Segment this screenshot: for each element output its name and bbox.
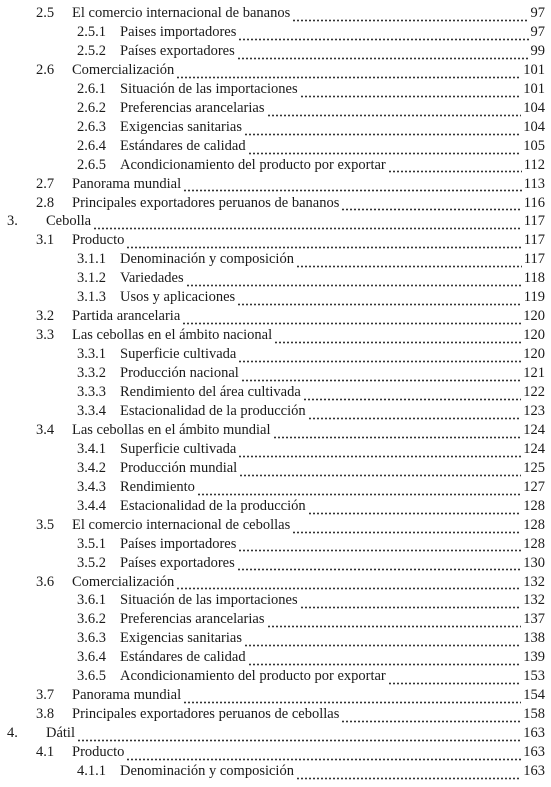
toc-entry-title: Dátil — [46, 725, 75, 742]
toc-entry-number: 3.5.1 — [77, 535, 106, 552]
toc-entry-page-number: 158 — [523, 706, 545, 723]
toc-entry-page-number: 97 — [530, 5, 545, 21]
toc-entry-title: Exigencias sanitarias — [120, 118, 242, 135]
toc-entry-number: 3.3.3 — [77, 384, 106, 400]
toc-entry-number: 3.6 — [36, 573, 55, 590]
toc-entry[interactable] — [0, 421, 551, 440]
toc-entry[interactable] — [0, 743, 551, 762]
toc-entry-title: Principales exportadores peruanos de bananos — [72, 194, 340, 211]
toc-entry[interactable] — [0, 648, 551, 667]
dot-leader — [197, 485, 521, 497]
dot-leader — [296, 257, 522, 269]
toc-entry-page-number: 130 — [523, 554, 545, 571]
toc-entry-number: 2.6.4 — [77, 137, 106, 154]
toc-entry-title: Producto — [72, 232, 125, 249]
toc-entry-title: Cebolla — [46, 213, 92, 230]
toc-entry-page-number: 119 — [523, 289, 545, 306]
toc-entry-title: Las cebollas en el ámbito mundial — [72, 421, 271, 438]
toc-entry-page-number: 105 — [523, 137, 545, 154]
toc-entry-title: Países exportadores — [120, 42, 235, 59]
toc-entry-page-number: 122 — [523, 384, 545, 400]
toc-entry[interactable] — [0, 383, 551, 402]
toc-entry[interactable] — [0, 440, 551, 459]
toc-entry-title: Situación de las importaciones — [120, 80, 298, 97]
toc-entry-title: Rendimiento del área cultivada — [120, 384, 301, 400]
toc-entry-title: Las cebollas en el ámbito nacional — [72, 327, 273, 344]
dot-leader — [77, 731, 521, 743]
toc-entry[interactable] — [0, 269, 551, 288]
toc-entry-number: 3.1.1 — [77, 251, 106, 268]
toc-entry-number: 3.6.5 — [77, 668, 106, 685]
toc-entry-page-number: 125 — [523, 459, 545, 476]
dot-leader — [238, 352, 521, 364]
toc-entry[interactable] — [0, 307, 551, 326]
toc-entry[interactable] — [0, 610, 551, 629]
toc-entry-title: Acondicionamiento del producto por exportar — [120, 668, 386, 685]
toc-entry-page-number: 117 — [523, 251, 545, 268]
dot-leader — [308, 504, 522, 516]
dot-leader — [273, 428, 522, 440]
toc-entry-number: 3.6.4 — [77, 649, 106, 666]
toc-entry-number: 2.6 — [36, 61, 55, 78]
dot-leader — [238, 447, 521, 459]
dot-leader — [274, 333, 521, 345]
toc-entry-number: 3.3 — [36, 327, 55, 344]
toc-entry-number: 3.1 — [36, 232, 55, 249]
toc-entry-title: Situación de las importaciones — [120, 592, 298, 609]
toc-entry-number: 3.6.1 — [77, 592, 106, 609]
toc-entry-number: 2.5 — [36, 5, 55, 21]
dot-leader — [93, 219, 522, 231]
toc-entry[interactable] — [0, 516, 551, 535]
toc-entry-number: 2.6.3 — [77, 118, 106, 135]
toc-entry[interactable] — [0, 554, 551, 573]
toc-entry-title: Partida arancelaria — [72, 308, 181, 325]
dot-leader — [267, 617, 522, 629]
toc-entry-number: 4.1 — [36, 744, 55, 761]
dot-leader — [267, 106, 522, 118]
toc-entry-title: Estándares de calidad — [120, 649, 246, 666]
toc-entry-title: Producción mundial — [120, 459, 238, 476]
toc-entry-title: Paises importadores — [120, 23, 237, 40]
toc-entry-number: 3.5 — [36, 516, 55, 533]
toc-entry-page-number: 117 — [523, 213, 545, 230]
toc-entry-page-number: 139 — [523, 649, 545, 666]
toc-entry-number: 2.5.1 — [77, 23, 106, 40]
toc-entry[interactable] — [0, 497, 551, 516]
dot-leader — [238, 30, 528, 42]
toc-entry-number: 3.4.4 — [77, 497, 106, 514]
toc-entry-page-number: 128 — [523, 497, 545, 514]
toc-entry-page-number: 163 — [523, 744, 545, 761]
toc-entry-title: Panorama mundial — [72, 687, 182, 704]
toc-entry-title: Rendimiento — [120, 478, 195, 495]
toc-entry-page-number: 104 — [523, 118, 545, 135]
toc-entry-page-number: 137 — [523, 611, 545, 628]
toc-entry-number: 3.2 — [36, 308, 55, 325]
toc-entry-page-number: 118 — [523, 270, 545, 287]
dot-leader — [341, 200, 521, 212]
toc-entry-title: Denominación y composición — [120, 763, 294, 779]
toc-entry[interactable] — [0, 61, 551, 80]
toc-entry-page-number: 128 — [523, 535, 545, 552]
toc-entry-title: Comercialización — [72, 573, 175, 590]
toc-entry-title: Principales exportadores peruanos de cebollas — [72, 706, 340, 723]
toc-entry[interactable] — [0, 478, 551, 497]
toc-entry-number: 3. — [7, 213, 18, 230]
toc-entry-number: 3.8 — [36, 706, 55, 723]
toc-entry[interactable] — [0, 686, 551, 705]
toc-entry-page-number: 123 — [523, 402, 545, 419]
toc-entry-number: 3.4 — [36, 421, 55, 438]
toc-entry-number: 2.6.5 — [77, 156, 106, 173]
dot-leader — [176, 579, 521, 591]
dot-leader — [248, 655, 522, 667]
toc-entry-title: Países exportadores — [120, 554, 235, 571]
toc-entry-title: Preferencias arancelarias — [120, 611, 265, 628]
dot-leader — [183, 181, 522, 193]
toc-entry-number: 2.8 — [36, 194, 55, 211]
toc-entry-page-number: 124 — [523, 440, 545, 457]
toc-entry-number: 3.6.2 — [77, 611, 106, 628]
toc-entry[interactable] — [0, 667, 551, 686]
toc-entry[interactable] — [0, 80, 551, 99]
dot-leader — [238, 541, 521, 553]
toc-entry-number: 3.6.3 — [77, 630, 106, 647]
toc-entry-page-number: 128 — [523, 516, 545, 533]
dot-leader — [303, 390, 521, 402]
toc-entry-title: Panorama mundial — [72, 175, 182, 192]
toc-entry-title: Países importadores — [120, 535, 237, 552]
toc-entry-number: 3.3.1 — [77, 346, 106, 363]
toc-entry[interactable] — [0, 194, 551, 213]
toc-entry-title: Producción nacional — [120, 365, 239, 382]
toc-entry-page-number: 138 — [523, 630, 545, 647]
toc-entry[interactable] — [0, 175, 551, 194]
toc-entry[interactable] — [0, 591, 551, 610]
toc-entry-page-number: 120 — [523, 327, 545, 344]
dot-leader — [341, 712, 521, 724]
toc-entry-page-number: 101 — [523, 80, 545, 97]
dot-leader — [388, 674, 521, 686]
toc-entry-page-number: 113 — [523, 175, 545, 192]
toc-entry[interactable] — [0, 231, 551, 250]
toc-entry-number: 3.4.1 — [77, 440, 106, 457]
toc-entry[interactable] — [0, 345, 551, 364]
toc-entry[interactable] — [0, 326, 551, 345]
toc-entry-page-number: 120 — [523, 346, 545, 363]
toc-entry[interactable] — [0, 212, 551, 231]
toc-entry[interactable] — [0, 705, 551, 724]
dot-leader — [237, 560, 521, 572]
dot-leader — [296, 769, 521, 781]
toc-entry-page-number: 97 — [530, 23, 545, 40]
toc-entry-page-number: 120 — [523, 308, 545, 325]
toc-entry-number: 3.3.4 — [77, 402, 106, 419]
toc-entry-title: El comercio internacional de bananos — [72, 5, 291, 21]
dot-leader — [237, 49, 529, 61]
toc-entry[interactable] — [0, 364, 551, 383]
toc-entry-page-number: 127 — [523, 478, 545, 495]
toc-entry-page-number: 101 — [523, 61, 545, 78]
toc-entry-number: 3.1.2 — [77, 270, 106, 287]
dot-leader — [176, 68, 521, 80]
toc-entry-title: Exigencias sanitarias — [120, 630, 242, 647]
dot-leader — [308, 409, 522, 421]
toc-entry-number: 3.7 — [36, 687, 55, 704]
toc-entry-title: Superficie cultivada — [120, 346, 237, 363]
toc-entry[interactable] — [0, 459, 551, 478]
toc-entry-number: 4.1.1 — [77, 763, 106, 779]
toc-entry-page-number: 116 — [523, 194, 545, 211]
toc-entry[interactable] — [0, 99, 551, 118]
toc-entry[interactable] — [0, 23, 551, 42]
toc-entry-page-number: 163 — [523, 725, 545, 742]
toc-entry-title: Acondicionamiento del producto por exportar — [120, 156, 386, 173]
dot-leader — [126, 750, 521, 762]
toc-entry-title: Denominación y composición — [120, 251, 294, 268]
dot-leader — [388, 162, 522, 174]
toc-entry[interactable] — [0, 535, 551, 554]
toc-entry-page-number: 154 — [523, 687, 545, 704]
toc-entry[interactable] — [0, 402, 551, 421]
dot-leader — [244, 125, 521, 137]
dot-leader — [241, 371, 521, 383]
toc-entry[interactable] — [0, 137, 551, 156]
dot-leader — [237, 295, 522, 307]
dot-leader — [244, 636, 521, 648]
dot-leader — [239, 466, 521, 478]
toc-entry[interactable] — [0, 724, 551, 743]
toc-entry-number: 3.1.3 — [77, 289, 106, 306]
toc-entry[interactable] — [0, 629, 551, 648]
toc-entry[interactable] — [0, 250, 551, 269]
toc-entry-title: Comercialización — [72, 61, 175, 78]
toc-entry-page-number: 132 — [523, 573, 545, 590]
dot-leader — [183, 693, 521, 705]
toc-entry-title: Estándares de calidad — [120, 137, 246, 154]
toc-entry-page-number: 153 — [523, 668, 545, 685]
dot-leader — [292, 11, 528, 23]
toc-entry-title: Usos y aplicaciones — [120, 289, 236, 306]
toc-entry-number: 2.5.2 — [77, 42, 106, 59]
toc-entry-number: 3.5.2 — [77, 554, 106, 571]
toc-entry-page-number: 132 — [523, 592, 545, 609]
dot-leader — [248, 144, 522, 156]
toc-entry-number: 2.6.2 — [77, 99, 106, 116]
toc-entry[interactable] — [0, 573, 551, 592]
toc-entry-number: 3.3.2 — [77, 365, 106, 382]
dot-leader — [300, 87, 522, 99]
toc-entry-page-number: 117 — [523, 232, 545, 249]
toc-entry[interactable] — [0, 762, 551, 781]
toc-entry-title: Estacionalidad de la producción — [120, 402, 306, 419]
toc-entry[interactable] — [0, 288, 551, 307]
toc-entry-number: 4. — [7, 725, 18, 742]
toc-entry-page-number: 124 — [523, 421, 545, 438]
toc-entry[interactable] — [0, 118, 551, 137]
toc-entry-title: Producto — [72, 744, 125, 761]
toc-entry-title: Variedades — [120, 270, 184, 287]
dot-leader — [182, 314, 521, 326]
dot-leader — [186, 276, 522, 288]
dot-leader — [300, 598, 522, 610]
toc-entry-title: El comercio internacional de cebollas — [72, 516, 291, 533]
toc-entry-page-number: 104 — [523, 99, 545, 116]
dot-leader — [126, 238, 521, 250]
toc-entry-number: 2.7 — [36, 175, 55, 192]
toc-entry-number: 3.4.3 — [77, 478, 106, 495]
toc-entry[interactable] — [0, 4, 551, 23]
toc-entry-title: Estacionalidad de la producción — [120, 497, 306, 514]
toc-entry[interactable] — [0, 156, 551, 175]
toc-entry-page-number: 99 — [530, 42, 545, 59]
dot-leader — [292, 523, 521, 535]
toc-entry-number: 2.6.1 — [77, 80, 106, 97]
toc-entry-page-number: 121 — [523, 365, 545, 382]
toc-entry-page-number: 163 — [523, 763, 545, 779]
toc-entry-number: 3.4.2 — [77, 459, 106, 476]
toc-entry[interactable] — [0, 42, 551, 61]
toc-entry-title: Superficie cultivada — [120, 440, 237, 457]
toc-entry-title: Preferencias arancelarias — [120, 99, 265, 116]
toc-entry-page-number: 112 — [523, 156, 545, 173]
